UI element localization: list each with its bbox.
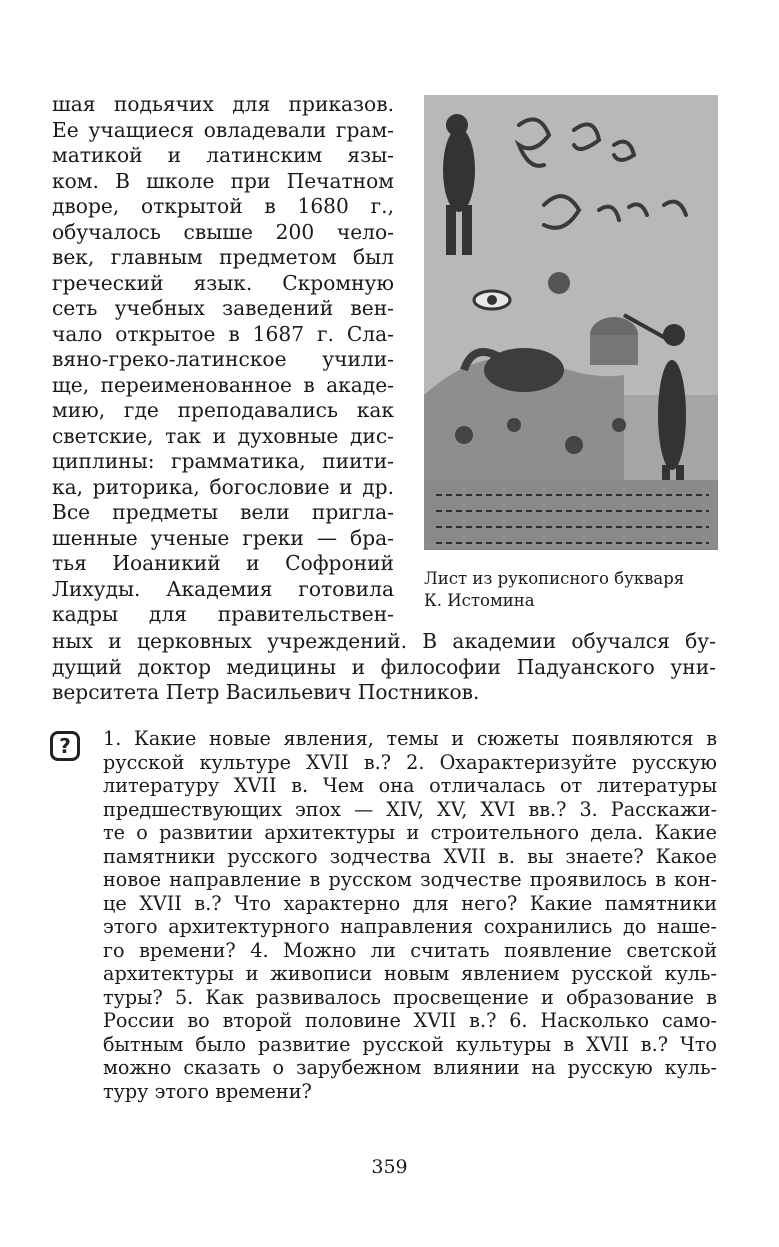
text-line: греческий язык. Скромную: [52, 270, 394, 295]
question-line: те о развитии архитектуры и строительного дела. Какие: [103, 821, 717, 844]
body-text-full: [52, 629, 716, 706]
question-line: 1. Какие новые явления, темы и сюжеты появляются в: [103, 727, 717, 750]
question-mark-icon: ?: [50, 731, 80, 761]
question-line: России во второй половине XVII в.? 6. Насколько само-: [103, 1009, 717, 1032]
text-line: ных и церковных учреждений. В академии обучался бу-: [52, 629, 716, 653]
question-line: новое направление в русском зодчестве проявилось в кон-: [103, 868, 717, 891]
primer-illustration: [424, 95, 718, 550]
text-line: шенные ученые греки — бра-: [52, 525, 394, 550]
text-line: шая подьячих для приказов.: [52, 92, 394, 116]
text-line: ком. В школе при Печатном: [52, 168, 394, 193]
text-line: ще, переименованное в акаде-: [52, 372, 394, 397]
text-line: чало открытое в 1687 г. Сла-: [52, 321, 394, 346]
text-line: Все предметы вели пригла-: [52, 500, 394, 524]
text-line: ка, риторика, богословие и др.: [52, 474, 394, 499]
figure-caption: [424, 568, 724, 612]
text-line: дущий доктор медицины и философии Падуанского уни-: [52, 654, 716, 679]
figure-caption-line: К. Истомина: [424, 591, 535, 610]
text-line: сеть учебных заведений вен-: [52, 296, 394, 320]
question-line: этого архитектурного направления сохранились до наше-: [103, 915, 717, 938]
text-line: светские, так и духовные дис-: [52, 423, 394, 448]
text-line: матикой и латинским язы-: [52, 143, 394, 167]
question-line: предшествующих эпох — XIV, XV, XVI вв.? 3. Расскажи-: [103, 797, 717, 821]
question-line: русской культуре XVII в.? 2. Охарактеризуйте русскую: [103, 750, 717, 774]
question-line: можно сказать о зарубежном влиянии на русскую куль-: [103, 1056, 717, 1079]
question-line: памятники русского зодчества XVII в. вы знаете? Какое: [103, 844, 717, 868]
body-text-narrow: [52, 92, 394, 628]
question-line: бытным было развитие русской культуры в XVII в.? Что: [103, 1032, 717, 1056]
text-line: верситета Петр Васильевич Постников.: [52, 680, 480, 704]
review-questions: [103, 727, 717, 1103]
text-line: век, главным предметом был: [52, 245, 394, 269]
page-number: 359: [371, 1156, 408, 1178]
text-line: дворе, открытой в 1680 г.,: [52, 194, 394, 218]
question-line: туры? 5. Как развивалось просвещение и образование в: [103, 985, 717, 1009]
question-line: це XVII в.? Что характерно для него? Какие памятники: [103, 891, 717, 915]
text-line: Лихуды. Академия готовила: [52, 576, 394, 601]
text-line: циплины: грамматика, пиити-: [52, 449, 394, 473]
question-line: туру этого времени?: [103, 1079, 312, 1103]
text-line: обучалось свыше 200 чело-: [52, 219, 394, 244]
text-line: мию, где преподавались как: [52, 398, 394, 422]
text-line: Ее учащиеся овладевали грам-: [52, 117, 394, 142]
question-line: литературу XVII в. Чем она отличалась от литературы: [103, 774, 717, 797]
question-line: го времени? 4. Можно ли считать появление светской: [103, 938, 717, 962]
figure-caption-line: Лист из рукописного букваря: [424, 569, 685, 588]
primer-illustration-image: [424, 95, 718, 550]
text-line: тья Иоаникий и Софроний: [52, 551, 394, 575]
question-line: архитектуры и живописи новым явлением русской куль-: [103, 962, 717, 985]
text-line: кадры для правительствен-: [52, 602, 394, 626]
text-line: вяно-греко-латинское учили-: [52, 347, 394, 371]
